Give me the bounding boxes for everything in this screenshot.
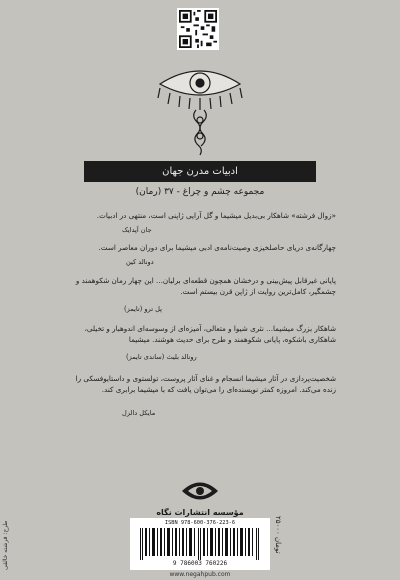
publisher-name: مؤسسه انتشارات نگاه <box>156 508 244 517</box>
blurb-author: مایکل دالزل <box>122 409 156 417</box>
isbn-number: ISBN 978-600-376-223-6 <box>164 520 236 526</box>
barcode <box>130 518 270 570</box>
blurb-text: پایانی غیرقابل پیش‌بینی و درخشان همچون قطعه‌ای برلیان... این چهار رمان شکوهمند و چشمگیر، کامل‌ترین روایت از ژاپن قرن بیستم است. <box>75 276 336 296</box>
series-subtitle: مجموعه چشم و چراغ - ۳۷ (رمان) <box>135 187 265 197</box>
publisher-website: www.negahpub.com <box>169 571 231 578</box>
blurb-author: پل ترو (تایمز) <box>124 305 162 313</box>
blurb-author: رونالد بلیث (ساندی تایمز) <box>126 353 197 361</box>
series-title-banner: ادبیات مدرن جهان <box>84 161 316 182</box>
barcode-number: 9 786003 760226 <box>172 560 228 567</box>
blurb-text: شاهکار بزرگ میشیما... نثری شیوا و متعالی، آمیزه‌ای از وسوسه‌ای اندوهبار و تخیلی، شاهکاری باشکوه، پایانی شکوهمند و طرح برای حدیث هوشند. میشیما <box>84 324 336 344</box>
barcode-bars <box>140 528 260 560</box>
blurb-author: دونالد کین <box>126 258 154 266</box>
blurb-text: چهارگانه‌ی دریای حاصلخیزی وصیت‌نامه‌ی ادبی میشیما برای دوران معاصر است. <box>98 243 336 252</box>
blurb-text: شخصیت‌پردازی در آثار میشیما انسجام و غنای آثار پروست، تولستوی و داستایوفسکی را زنده می‌کند. امروزه کمتر نویسنده‌ای را می‌توان یافت که با میشیما برابری کند. <box>75 374 336 394</box>
eye-emblem-icon <box>150 58 250 156</box>
designer-credit: طرح: فرشته خالقی <box>2 520 9 570</box>
negah-logo-icon <box>178 476 222 506</box>
price-label: ۲۵۰۰۰ تومان <box>274 516 282 554</box>
blurb-text: «زوال فرشته» شاهکار بی‌بدیل میشیما و گل آرایی ژاپنی است، منتهی در ادبیات. <box>96 211 336 220</box>
blurb-author: جان آپدایک <box>122 226 152 234</box>
qr-code <box>177 8 219 50</box>
